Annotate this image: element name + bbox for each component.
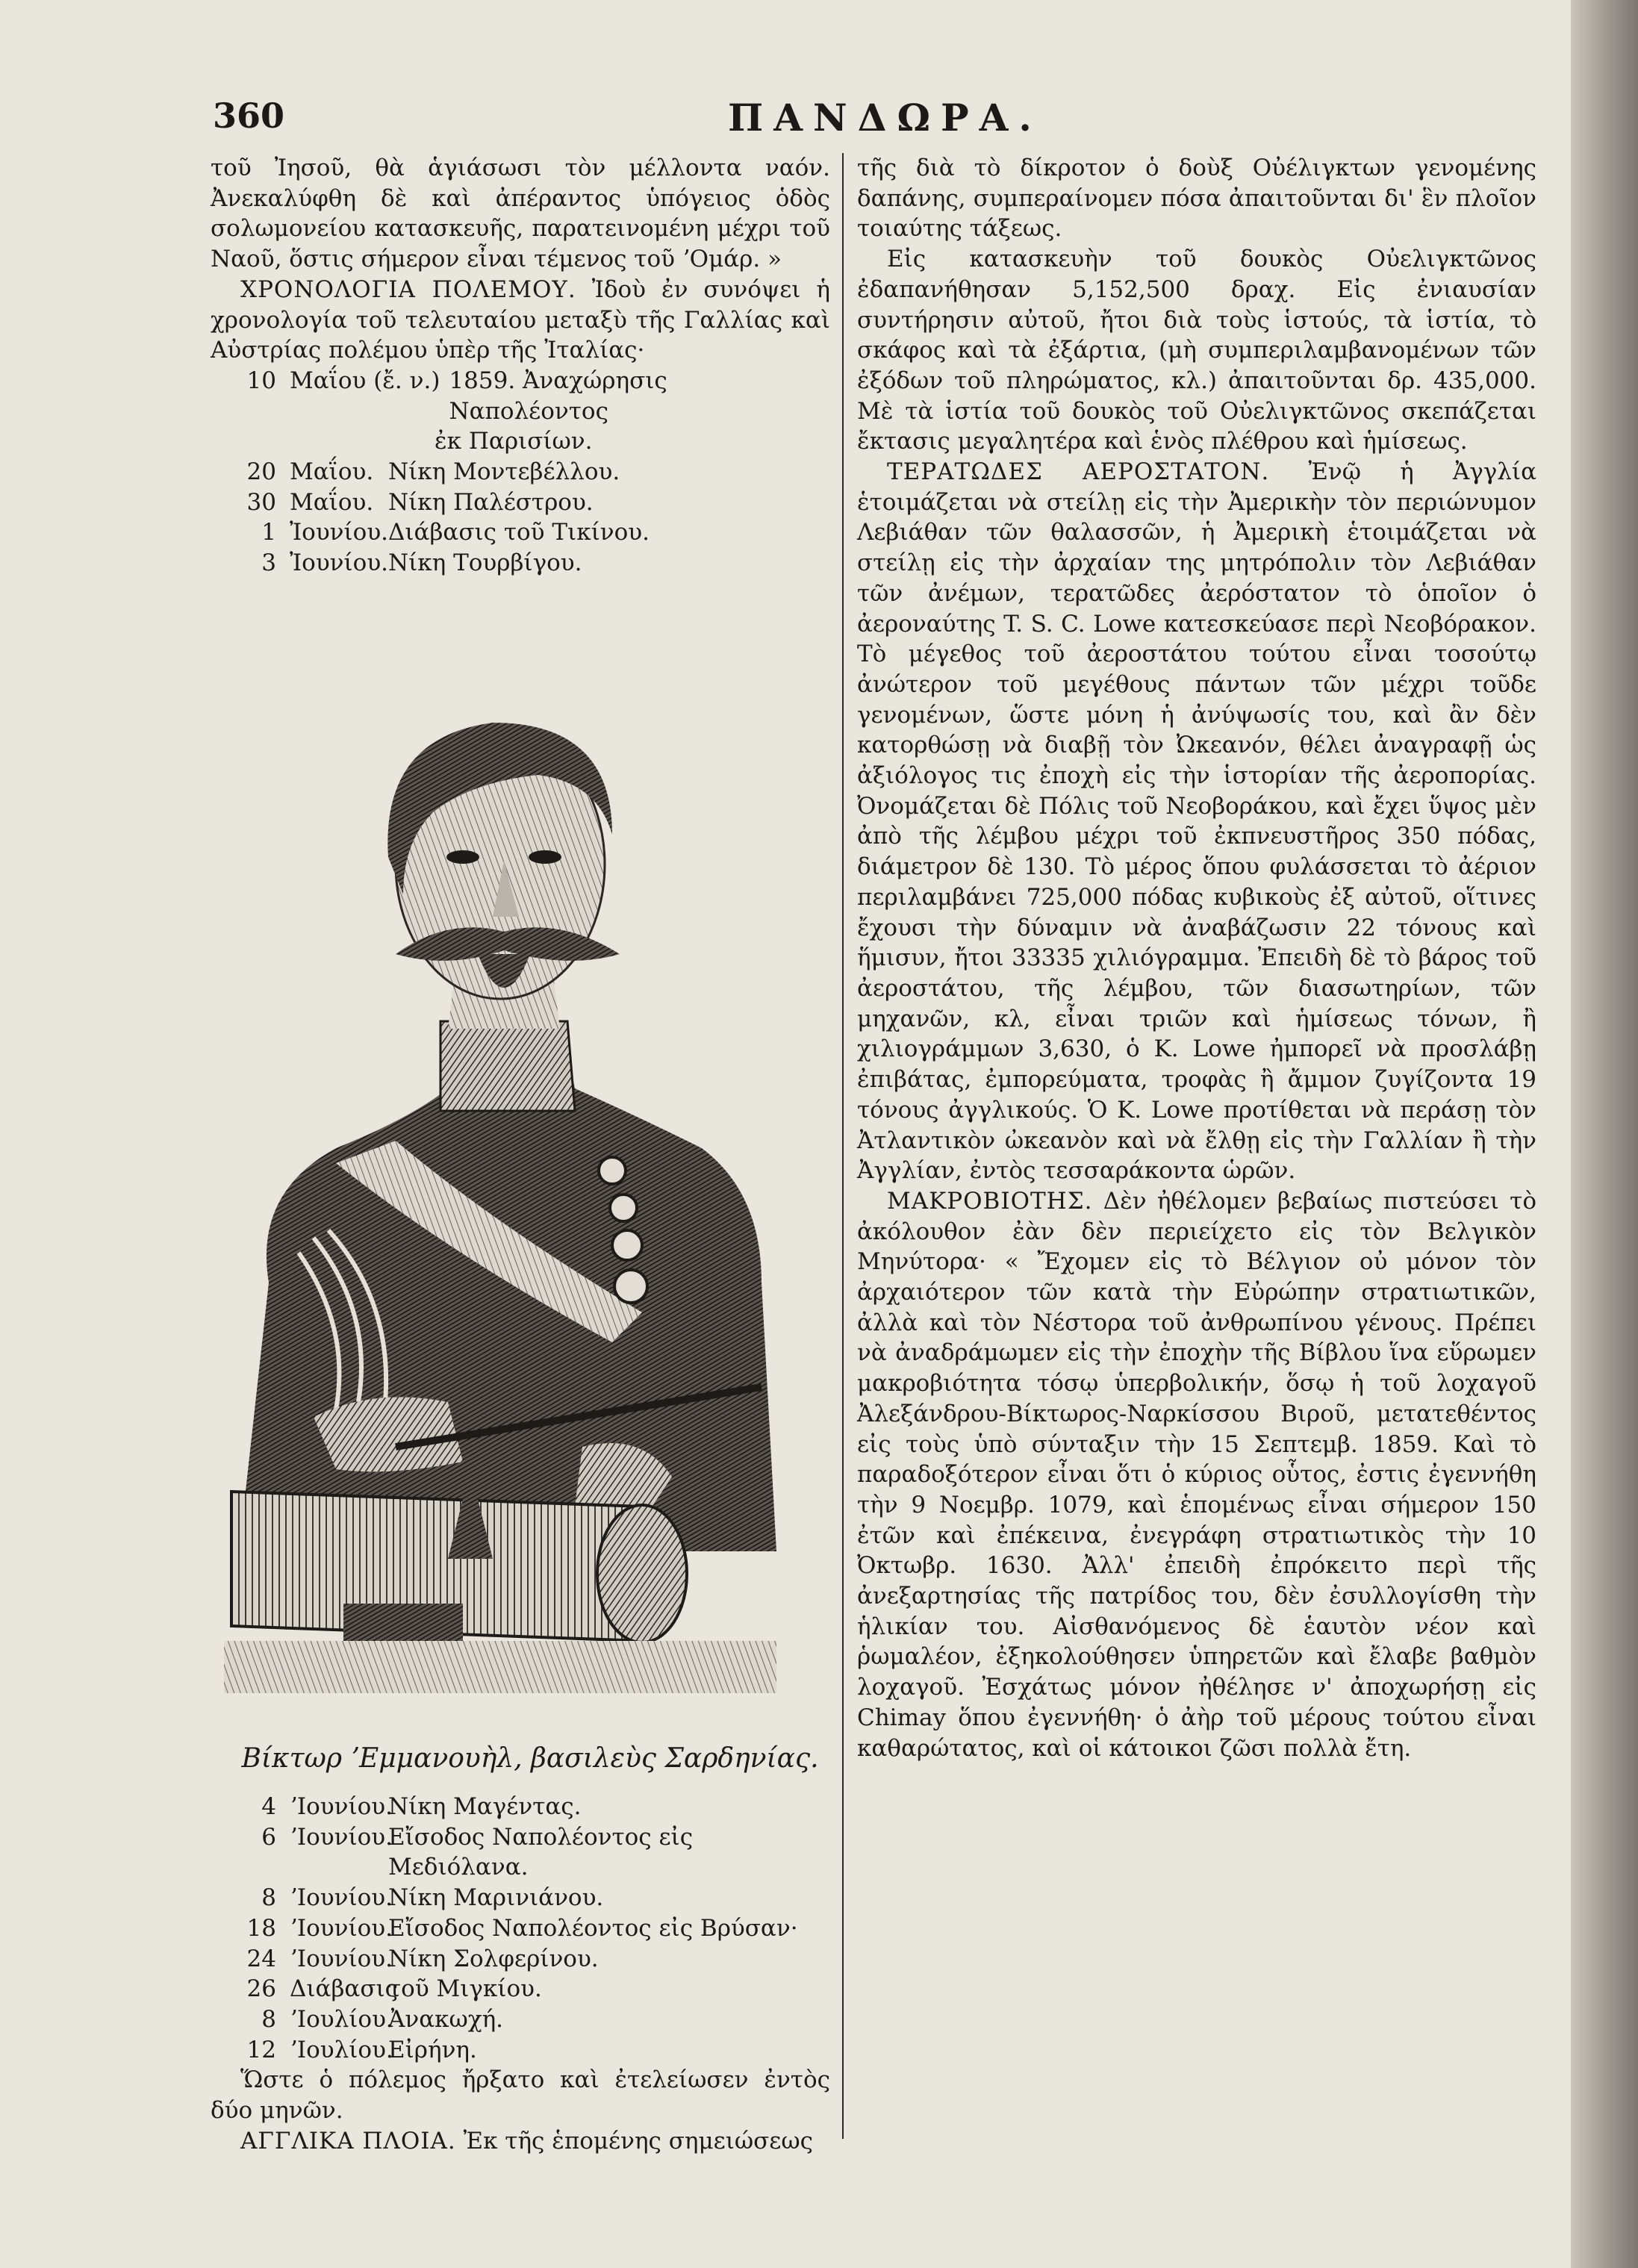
- column-divider: [842, 153, 844, 2139]
- war-duration-paragraph: Ὥστε ὁ πόλεμος ἤρξατο καὶ ἐτελείωσεν ἐντὸς δύο μηνῶν.: [211, 2066, 830, 2125]
- chron-day: 24: [246, 1945, 276, 1972]
- chron-day: 10: [246, 367, 276, 394]
- longevity-paragraph: [857, 1186, 1536, 1763]
- wellington-cost-paragraph: Εἰς κατασκευὴν τοῦ δουκὸς Οὐελιγκτῶνος ἐδαπανήθησαν 5,152,500 δραχ. Εἰς ἐνιαυσίαν συντήρησιν αὐτοῦ, ἤτοι διὰ τοὺς ἱστούς, τὰ ἱστία, τὸ σκάφος καὶ τὰ ἐξάρτια, (μὴ συμπεριλαμβανομένων τῶν ἐξόδων τοῦ πληρώματος, κλ.) ἀπαιτοῦνται δρ. 435,000. Μὲ τὰ ἱστία τοῦ δουκὸς τοῦ Οὐελιγκτῶνος σκεπάζεται ἔκτασις μεγαλητέρα καὶ ἑνὸς πλέθρου καὶ ἡμίσεως.: [857, 246, 1536, 455]
- figure-caption: Βίκτωρ ʼΕμμανουὴλ, βασιλεὺς Σαρδηνίας.: [241, 1743, 819, 1774]
- chron-event: Εἴσοδος Ναπολέοντος εἰς Βρύσαν·: [388, 1914, 798, 1942]
- chron-day: 1: [261, 519, 276, 546]
- chron-event: Νίκη Σολφερίνου.: [388, 1945, 599, 1972]
- portrait-illustration: [224, 670, 776, 1693]
- portrait-engraving: [224, 670, 776, 1693]
- chron-month: Μαΐου.: [290, 488, 374, 516]
- chron-event: Νίκη Παλέστρου.: [388, 488, 594, 516]
- chronology-list-bottom: [211, 1792, 830, 2065]
- chron-event: Νίκη Τουρβίγου.: [388, 549, 582, 577]
- chronology-item: [211, 1883, 830, 1913]
- left-column-bottom: [211, 1792, 830, 2156]
- chronology-item: [211, 487, 830, 518]
- chronology-list-top: [211, 366, 830, 579]
- chronology-item: [211, 1822, 830, 1883]
- chron-event: Εἴσοδος Ναπολέοντος εἰς Μεδιόλανα.: [388, 1823, 694, 1881]
- chron-month: ʼΙουλίου.: [290, 2005, 393, 2033]
- chron-month: ʼΙουνίου.: [290, 1793, 393, 1820]
- chronology-heading: ΧΡΟΝΟΛΟΓΙΑ ΠΟΛΕΜΟΥ.: [240, 275, 576, 303]
- chron-month: ʼΙουνίου.: [290, 1914, 393, 1942]
- chron-event: Νίκη Μαγέντας.: [388, 1793, 582, 1820]
- chronology-item: [211, 2004, 830, 2035]
- longevity-text: Δὲν ἠθέλομεν βεβαίως πιστεύσει τὸ ἀκόλουθον ἐὰν δὲν περιείχετο εἰς τὸν Βελγικὸν Μηνύτορα· « Ἔχομεν εἰς τὸ Βέλγιον οὐ μόνον τὸν ἀρχαιότερον τῶν κατὰ τὴν Εὐρώπην στρατιωτικῶν, ἀλλὰ καὶ τὸν Νέστορα τοῦ ἀνθρωπίνου γένους. Πρέπει νὰ ἀναδράμωμεν εἰς τὴν ἐποχὴν τῆς Βίβλου ἵνα εὕρωμεν μακροβιότητα τόσῳ ὑπερβολικήν, ὅσῳ ἡ τοῦ λοχαγοῦ Ἀλεξάνδρου-Βίκτωρος-Ναρκίσσου Βιροῦ, μετατεθέντος εἰς τοὺς ὑπὸ σύνταξιν τὴν 15 Σεπτεμβ. 1859. Καὶ τὸ παραδοξότερον εἶναι ὅτι ὁ κύριος οὗτος, ἐστις ἐγεννήθη τὴν 9 Νοεμβρ. 1079, καὶ ἑπομένως εἶναι σήμερον 150 ἐτῶν καὶ ἐπέκεινα, ἐνεγράφη στρατιωτικὸς τὴν 10 Ὀκτωβρ. 1630. Ἀλλ' ἐπειδὴ ἐπρόκειτο περὶ τῆς ἀνεξαρτησίας τῆς πατρίδος του, δὲν ἐσυλλογίσθη τὴν ἡλικίαν του. Αἰσθανόμενος δὲ ἑαυτὸν νέον καὶ ῥωμαλέον, ἐξηκολούθησεν ὑπηρετῶν καὶ ἔλαβε βαθμὸν λοχαγοῦ. Ἐσχάτως μόνον ἠθέλησε ν' ἀποχωρήσῃ εἰς Chimay ὅπου ἐγεννήθη· ὁ ἀὴρ τοῦ μέρους τούτου εἶναι καθαρώτατος, καὶ οἱ κάτοικοι ζῶσι πολλὰ ἔτη.: [857, 1187, 1536, 1762]
- chron-day: 18: [246, 1914, 276, 1942]
- chron-month: ʼΙουνίου.: [290, 1823, 393, 1851]
- english-ships-paragraph: [211, 2126, 830, 2157]
- page-number: 360: [213, 96, 285, 136]
- chron-event: 1859. Ἀναχώρησις Ναπολέοντος: [449, 367, 667, 425]
- intro-paragraph: τοῦ Ἰησοῦ, θὰ ἁγιάσωσι τὸν μέλλοντα ναόν. Ἀνεκαλύφθη δὲ καὶ ἀπέραντος ὑπόγειος ὁδὸς σολωμονείου κατασκευῆς, παρατεινομένη μέχρι τοῦ Ναοῦ, ὅστις σήμερον εἶναι τέμενος τοῦ ʼΟμάρ. »: [211, 155, 830, 273]
- running-title: ΠΑΝΔΩΡΑ.: [728, 96, 1042, 140]
- balloon-heading: ΤΕΡΑΤΩΔΕΣ ΑΕΡΟΣΤΑΤΟΝ.: [887, 458, 1270, 486]
- chronology-item: [211, 2035, 830, 2066]
- chron-month: ʼΙουλίου.: [290, 2036, 393, 2063]
- chron-event: ἐκ Παρισίων.: [435, 428, 593, 455]
- chron-event: τοῦ Μιγκίου.: [388, 1975, 542, 2003]
- left-column-top: [211, 153, 830, 579]
- chronology-item: [211, 366, 830, 426]
- chron-day: 8: [261, 2005, 276, 2033]
- balloon-paragraph: [857, 457, 1536, 1186]
- chron-day: 12: [246, 2036, 276, 2063]
- balloon-text: Ἐνῷ ἡ Ἀγγλία ἑτοιμάζεται νὰ στείλῃ εἰς τὴν Ἀμερικὴν τὸν περιώνυμον Λεβιάθαν τῶν θαλασσῶν, ἡ Ἀμερικὴ ἑτοιμάζεται νὰ στείλῃ εἰς τὴν ἀρχαίαν της μητρόπολιν τὸν Λεβιάθαν τῶν ἀνέμων, τερατῶδες ἀερόστατον τὸ ὁποῖον ὁ ἀεροναύτης T. S. C. Lowe κατεσκεύασε περὶ Νεοβόρακον. Τὸ μέγεθος τοῦ ἀεροστάτου τούτου εἶναι τοσούτῳ ἀνώτερον τοῦ μεγέθους πάντων τῶν μέχρι τοῦδε γενομένων, ὥστε μόνη ἡ ἀνύψωσίς του, καὶ ἂν δὲν κατορθώσῃ νὰ διαβῇ τὸν Ὠκεανόν, θέλει ἀναγραφῇ ὡς ἀξιόλογος τις ἐποχὴ εἰς τὴν ἱστορίαν τῆς ἀεροπορίας. Ὀνομάζεται δὲ Πόλις τοῦ Νεοβοράκου, καὶ ἔχει ὕψος μὲν ἀπὸ τῆς λέμβου μέχρι τοῦ ἐκπνευστῆρος 350 πόδας, διάμετρον δὲ 130. Τὸ μέρος ὅπου φυλάσσεται τὸ ἀέριον περιλαμβάνει 725,000 πόδας κυβικοὺς ἐξ αὐτοῦ, οἵτινες ἔχουσι τὴν δύναμιν νὰ ἀναβάζωσιν 22 τόνους καὶ ἥμισυν, ἤτοι 33335 χιλιόγραμμα. Ἐπειδὴ δὲ τὸ βάρος τοῦ ἀεροστάτου, τῆς λέμβου, τῶν διασωτηρίων, τῶν μηχανῶν, κλ, εἶναι τριῶν καὶ ἡμίσεως τόνων, ἢ χιλιογράμμων 3,630, ὁ Κ. Lowe ἠμπορεῖ νὰ προσλάβῃ ἐπιβάτας, ἐμπορεύματα, τροφὰς ἢ ἄμμον ζυγίζοντα 19 τόνους ἀγγλικούς. Ὁ Κ. Lowe προτίθεται νὰ περάσῃ τὸν Ἀτλαντικὸν ὠκεανὸν καὶ νὰ ἔλθῃ εἰς τὴν Γαλλίαν ἢ τὴν Ἀγγλίαν, ἐντὸς τεσσαράκοντα ὡρῶν.: [857, 458, 1537, 1185]
- chron-month: Μαΐου (ἔ. ν.): [290, 367, 440, 394]
- chron-month: ʼΙουνίου.: [290, 1945, 393, 1972]
- chronology-item: [211, 1974, 830, 2004]
- chronology-item: [211, 457, 830, 487]
- page-header: [213, 96, 1601, 140]
- chronology-intro: Ἰδοὺ ἐν συνόψει ἡ χρονολογία τοῦ τελευταίου μεταξὺ τῆς Γαλλίας καὶ Αὐστρίας πολέμου ὑπὲρ τῆς Ἰταλίας·: [211, 275, 830, 364]
- chron-day: 8: [261, 1884, 276, 1912]
- chron-day: 20: [246, 458, 276, 486]
- english-ships-heading: ΑΓΓΛΙΚΑ ΠΛΟΙΑ.: [240, 2127, 456, 2155]
- chron-event: Διάβασις τοῦ Τικίνου.: [388, 519, 650, 546]
- chron-day: 26: [246, 1975, 276, 2003]
- chron-month: Ἰουνίου.: [290, 519, 389, 546]
- right-column: [857, 153, 1536, 1763]
- chron-month: ʼΙουνίου.: [290, 1884, 393, 1912]
- chron-event: Νίκη Μοντεβέλλου.: [388, 458, 620, 486]
- chron-month: Μαΐου.: [290, 458, 374, 486]
- chronology-item: [211, 548, 830, 579]
- chronology-item: [211, 426, 830, 457]
- chronology-paragraph: [211, 275, 830, 366]
- chron-day: 3: [261, 549, 276, 577]
- chron-month: Ἰουνίου.: [290, 549, 389, 577]
- chronology-item: [211, 1792, 830, 1822]
- chron-day: 30: [246, 488, 276, 516]
- chronology-item: [211, 1944, 830, 1975]
- chron-event: Εἰρήνη.: [388, 2036, 477, 2063]
- chron-day: 4: [261, 1793, 276, 1820]
- ships-continuation-paragraph: τῆς διὰ τὸ δίκροτον ὁ δοὺξ Οὐέλιγκτων γενομένης δαπάνης, συμπεραίνομεν πόσα ἀπαιτοῦνται δι' ἓν πλοῖον τοιαύτης τάξεως.: [857, 155, 1536, 243]
- chronology-item: [211, 517, 830, 548]
- chronology-item: [211, 1913, 830, 1944]
- chron-event: Ἀνακωχή.: [388, 2005, 504, 2033]
- chron-month: Διάβασις: [290, 1975, 399, 2003]
- longevity-heading: ΜΑΚΡΟΒΙΟΤΗΣ.: [887, 1187, 1093, 1215]
- page-edge-shadow: [1571, 0, 1638, 2268]
- english-ships-text: Ἐκ τῆς ἑπομένης σημειώσεως: [463, 2127, 813, 2155]
- chron-day: 6: [261, 1823, 276, 1851]
- chron-event: Νίκη Μαρινιάνου.: [388, 1884, 604, 1912]
